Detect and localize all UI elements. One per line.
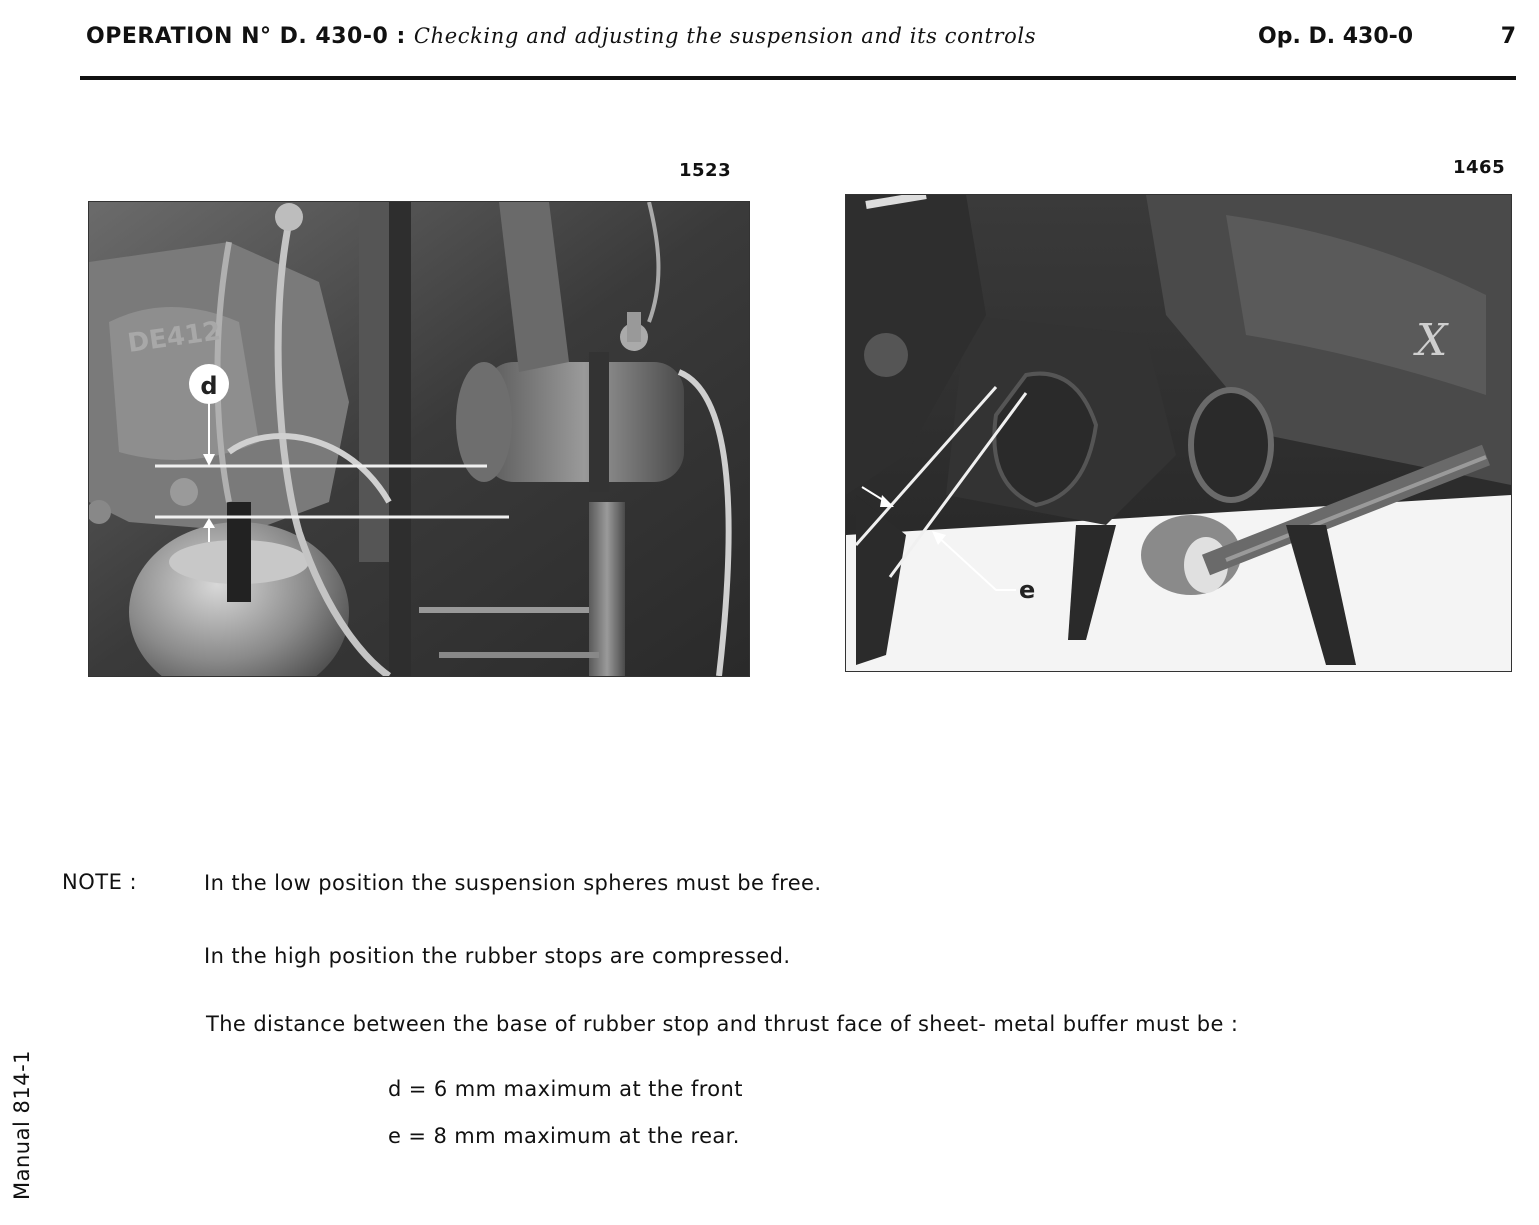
operation-number: OPERATION N° D. 430-0 : bbox=[86, 24, 406, 49]
operation-title bbox=[86, 24, 1036, 49]
figure-number-1: 1523 bbox=[679, 160, 732, 181]
marker-d-label: d bbox=[200, 372, 218, 400]
figure-photo-rear-suspension bbox=[845, 194, 1512, 672]
page-number: 7 bbox=[1500, 24, 1516, 49]
manual-reference: Manual 814-1 bbox=[10, 1049, 34, 1200]
note-line-high-position: In the high position the rubber stops are compressed. bbox=[204, 944, 791, 968]
spec-front: d = 6 mm maximum at the front bbox=[388, 1077, 743, 1101]
spec-rear: e = 8 mm maximum at the rear. bbox=[388, 1124, 740, 1148]
front-suspension-illustration bbox=[89, 202, 749, 676]
figure-number-2: 1465 bbox=[1453, 157, 1506, 178]
rear-suspension-illustration bbox=[846, 195, 1511, 671]
svg-text:X: X bbox=[1416, 315, 1448, 366]
operation-subtitle: Checking and adjusting the suspension and its controls bbox=[413, 24, 1037, 48]
figure-photo-front-suspension bbox=[88, 201, 750, 677]
note-line-low-position: In the low position the suspension spheres must be free. bbox=[204, 871, 822, 895]
header-rule bbox=[80, 76, 1516, 80]
page-header bbox=[86, 24, 1516, 60]
operation-reference: Op. D. 430-0 bbox=[1258, 24, 1414, 49]
marker-e-label: e bbox=[1019, 576, 1036, 604]
note-line-distance: The distance between the base of rubber stop and thrust face of sheet- metal buffer must be : bbox=[206, 1012, 1239, 1036]
svg-text:DE412: DE412 bbox=[125, 316, 223, 359]
note-label: NOTE : bbox=[62, 870, 138, 894]
